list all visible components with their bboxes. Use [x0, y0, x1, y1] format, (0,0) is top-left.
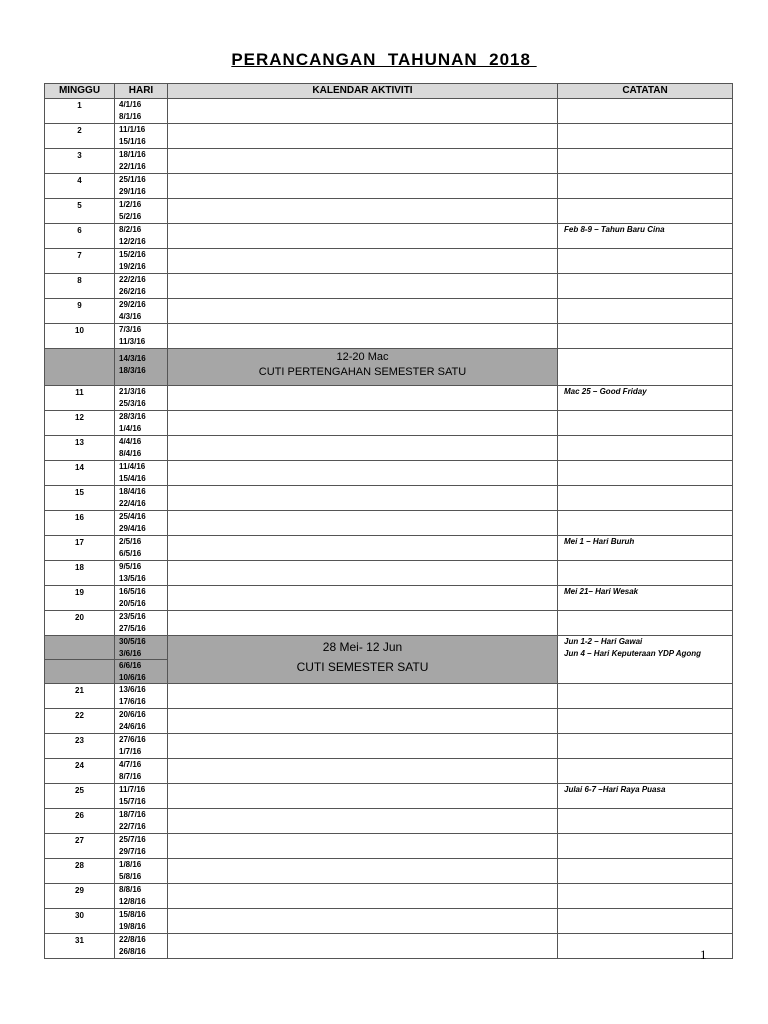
- activity-cell: [168, 909, 558, 934]
- weeks-group-a: [45, 99, 733, 349]
- note-cell: [558, 486, 733, 511]
- note-cell: [558, 586, 733, 611]
- activity-cell: [168, 411, 558, 436]
- table-row: [45, 149, 733, 174]
- break-end-date: 18/3/16: [119, 366, 146, 375]
- break-hari-cell: [115, 349, 168, 386]
- table-row: [45, 934, 733, 959]
- week-end-date: 29/7/16: [119, 847, 146, 856]
- week-end-date: 22/4/16: [119, 499, 146, 508]
- table-row: [45, 734, 733, 759]
- week-start-date: 11/1/16: [119, 125, 146, 134]
- week-number: 8: [45, 274, 115, 299]
- table-row: [45, 586, 733, 611]
- week-dates: [115, 274, 168, 299]
- week-end-date: 11/3/16: [119, 337, 146, 346]
- header-kalendar-aktiviti: KALENDAR AKTIVITI: [168, 84, 558, 99]
- week-dates: [115, 149, 168, 174]
- note-cell: [558, 684, 733, 709]
- note-cell: [558, 809, 733, 834]
- semester-break-a-start: 30/5/16: [119, 637, 146, 646]
- note-cell: [558, 561, 733, 586]
- note-cell: [558, 249, 733, 274]
- note-cell: [558, 884, 733, 909]
- week-number: 15: [45, 486, 115, 511]
- note-cell: [558, 859, 733, 884]
- table-row: [45, 324, 733, 349]
- week-number: 21: [45, 684, 115, 709]
- week-dates: [115, 859, 168, 884]
- week-start-date: 8/8/16: [119, 885, 142, 894]
- week-end-date: 5/8/16: [119, 872, 142, 881]
- week-number: 11: [45, 386, 115, 411]
- week-start-date: 25/4/16: [119, 512, 146, 521]
- week-start-date: 15/8/16: [119, 910, 146, 919]
- table-row: [45, 684, 733, 709]
- note-cell: [558, 149, 733, 174]
- semester-break-week-a: [115, 636, 167, 660]
- week-dates: [115, 834, 168, 859]
- week-end-date: 13/5/16: [119, 574, 146, 583]
- table-row: [45, 249, 733, 274]
- activity-cell: [168, 859, 558, 884]
- week-end-date: 17/6/16: [119, 697, 146, 706]
- week-number: 23: [45, 734, 115, 759]
- activity-cell: [168, 436, 558, 461]
- note-text: Feb 8-9 – Tahun Baru Cina: [564, 225, 665, 234]
- week-number: 4: [45, 174, 115, 199]
- week-end-date: 8/7/16: [119, 772, 142, 781]
- week-start-date: 23/5/16: [119, 612, 146, 621]
- header-catatan: CATATAN: [558, 84, 733, 99]
- note-cell: [558, 461, 733, 486]
- table-row: [45, 759, 733, 784]
- table-row: [45, 386, 733, 411]
- week-end-date: 27/5/16: [119, 624, 146, 633]
- week-dates: [115, 709, 168, 734]
- week-dates: [115, 809, 168, 834]
- week-dates: [115, 124, 168, 149]
- activity-cell: [168, 934, 558, 959]
- week-dates: [115, 99, 168, 124]
- semester-break-title: CUTI SEMESTER SATU: [296, 660, 429, 674]
- break-row: [45, 349, 733, 386]
- page-title: [0, 50, 768, 70]
- week-dates: [115, 174, 168, 199]
- activity-cell: [168, 486, 558, 511]
- table-row: [45, 909, 733, 934]
- weeks-group-b: [45, 386, 733, 636]
- week-number: 9: [45, 299, 115, 324]
- semester-break-b-start: 6/6/16: [119, 661, 142, 670]
- week-dates: [115, 759, 168, 784]
- week-start-date: 28/3/16: [119, 412, 146, 421]
- note-text: Mei 21– Hari Wesak: [564, 587, 639, 596]
- week-end-date: 15/7/16: [119, 797, 146, 806]
- table-row: [45, 784, 733, 809]
- note-cell: [558, 909, 733, 934]
- activity-cell: [168, 784, 558, 809]
- week-number: 27: [45, 834, 115, 859]
- week-end-date: 29/4/16: [119, 524, 146, 533]
- week-dates: [115, 934, 168, 959]
- week-end-date: 12/8/16: [119, 897, 146, 906]
- table-row: [45, 224, 733, 249]
- break-activity-cell: [168, 349, 558, 386]
- activity-cell: [168, 174, 558, 199]
- table-row: [45, 124, 733, 149]
- mid-semester-break: [45, 349, 733, 386]
- table-header-row: [45, 84, 733, 99]
- note-cell: [558, 124, 733, 149]
- semester-break-date-range: 28 Mei- 12 Jun: [322, 640, 403, 654]
- table-row: [45, 511, 733, 536]
- week-end-date: 15/1/16: [119, 137, 146, 146]
- week-start-date: 7/3/16: [119, 325, 142, 334]
- week-start-date: 16/5/16: [119, 587, 146, 596]
- note-cell: [558, 611, 733, 636]
- week-start-date: 18/4/16: [119, 487, 146, 496]
- note-cell: [558, 99, 733, 124]
- week-dates: [115, 884, 168, 909]
- table-row: [45, 299, 733, 324]
- week-dates: [115, 199, 168, 224]
- activity-cell: [168, 511, 558, 536]
- semester-break-minggu-bottom: [45, 660, 114, 683]
- week-end-date: 25/3/16: [119, 399, 146, 408]
- page-title-text: PERANCANGAN TAHUNAN 2018: [231, 50, 537, 69]
- note-cell: [558, 511, 733, 536]
- table-row: [45, 859, 733, 884]
- activity-cell: [168, 586, 558, 611]
- week-start-date: 11/4/16: [119, 462, 146, 471]
- activity-cell: [168, 299, 558, 324]
- week-start-date: 27/6/16: [119, 735, 146, 744]
- week-dates: [115, 536, 168, 561]
- table-row: [45, 436, 733, 461]
- week-end-date: 6/5/16: [119, 549, 142, 558]
- week-number: 12: [45, 411, 115, 436]
- week-end-date: 5/2/16: [119, 212, 142, 221]
- annual-plan-table: [44, 83, 733, 959]
- table-row: [45, 561, 733, 586]
- week-dates: [115, 436, 168, 461]
- week-number: 3: [45, 149, 115, 174]
- week-dates: [115, 561, 168, 586]
- note-text: Mac 25 – Good Friday: [564, 387, 647, 396]
- activity-cell: [168, 324, 558, 349]
- activity-cell: [168, 734, 558, 759]
- week-start-date: 18/7/16: [119, 810, 146, 819]
- activity-cell: [168, 536, 558, 561]
- table-row: [45, 411, 733, 436]
- week-dates: [115, 611, 168, 636]
- activity-cell: [168, 561, 558, 586]
- week-number: 22: [45, 709, 115, 734]
- semester-break-minggu-top: [45, 636, 114, 660]
- note-cell: [558, 759, 733, 784]
- week-dates: [115, 486, 168, 511]
- week-number: 24: [45, 759, 115, 784]
- week-start-date: 4/1/16: [119, 100, 142, 109]
- week-number: 26: [45, 809, 115, 834]
- table-row: [45, 461, 733, 486]
- week-number: 2: [45, 124, 115, 149]
- week-dates: [115, 386, 168, 411]
- note-cell: [558, 299, 733, 324]
- semester-break: [45, 636, 733, 684]
- table-row: [45, 611, 733, 636]
- week-start-date: 11/7/16: [119, 785, 146, 794]
- week-end-date: 4/3/16: [119, 312, 142, 321]
- week-dates: [115, 411, 168, 436]
- week-end-date: 22/1/16: [119, 162, 146, 171]
- semester-break-minggu-cell: [45, 636, 115, 684]
- week-start-date: 25/1/16: [119, 175, 146, 184]
- table-row: [45, 274, 733, 299]
- week-end-date: 12/2/16: [119, 237, 146, 246]
- table-row: [45, 709, 733, 734]
- activity-cell: [168, 199, 558, 224]
- break-note-cell: [558, 349, 733, 386]
- week-number: 13: [45, 436, 115, 461]
- week-dates: [115, 684, 168, 709]
- week-dates: [115, 461, 168, 486]
- note-cell: [558, 834, 733, 859]
- activity-cell: [168, 809, 558, 834]
- week-dates: [115, 324, 168, 349]
- activity-cell: [168, 461, 558, 486]
- note-cell: [558, 386, 733, 411]
- week-end-date: 22/7/16: [119, 822, 146, 831]
- header-minggu: MINGGU: [45, 84, 115, 99]
- week-end-date: 19/8/16: [119, 922, 146, 931]
- note-text: Julai 6-7 –Hari Raya Puasa: [564, 785, 666, 794]
- semester-break-b-end: 10/6/16: [119, 673, 146, 682]
- note-cell: [558, 199, 733, 224]
- note-cell: [558, 734, 733, 759]
- week-start-date: 1/8/16: [119, 860, 142, 869]
- week-start-date: 8/2/16: [119, 225, 142, 234]
- weeks-group-c: [45, 684, 733, 959]
- note-cell: [558, 324, 733, 349]
- semester-break-row: [45, 636, 733, 684]
- table-row: [45, 174, 733, 199]
- week-end-date: 15/4/16: [119, 474, 146, 483]
- semester-break-note-cell: [558, 636, 733, 684]
- week-number: 19: [45, 586, 115, 611]
- week-number: 1: [45, 99, 115, 124]
- week-number: 5: [45, 199, 115, 224]
- week-start-date: 2/5/16: [119, 537, 142, 546]
- week-number: 20: [45, 611, 115, 636]
- semester-break-a-end: 3/6/16: [119, 649, 142, 658]
- note-hari-gawai: Jun 1-2 – Hari Gawai: [564, 637, 643, 646]
- header-hari: HARI: [115, 84, 168, 99]
- week-end-date: 29/1/16: [119, 187, 146, 196]
- week-start-date: 9/5/16: [119, 562, 142, 571]
- activity-cell: [168, 611, 558, 636]
- table-row: [45, 536, 733, 561]
- note-cell: [558, 536, 733, 561]
- week-number: 18: [45, 561, 115, 586]
- week-end-date: 26/2/16: [119, 287, 146, 296]
- semester-break-hari-cell: [115, 636, 168, 684]
- table-row: [45, 486, 733, 511]
- week-start-date: 4/4/16: [119, 437, 142, 446]
- week-start-date: 15/2/16: [119, 250, 146, 259]
- week-start-date: 25/7/16: [119, 835, 146, 844]
- week-start-date: 29/2/16: [119, 300, 146, 309]
- note-cell: [558, 274, 733, 299]
- week-number: 25: [45, 784, 115, 809]
- activity-cell: [168, 684, 558, 709]
- week-start-date: 21/3/16: [119, 387, 146, 396]
- table-row: [45, 199, 733, 224]
- week-dates: [115, 586, 168, 611]
- week-end-date: 20/5/16: [119, 599, 146, 608]
- activity-cell: [168, 386, 558, 411]
- week-end-date: 8/4/16: [119, 449, 142, 458]
- week-start-date: 13/6/16: [119, 685, 146, 694]
- week-number: 7: [45, 249, 115, 274]
- activity-cell: [168, 274, 558, 299]
- semester-break-week-b: [115, 660, 167, 683]
- note-cell: [558, 224, 733, 249]
- week-number: 31: [45, 934, 115, 959]
- week-dates: [115, 511, 168, 536]
- note-cell: [558, 174, 733, 199]
- note-cell: [558, 411, 733, 436]
- week-number: 28: [45, 859, 115, 884]
- week-number: 14: [45, 461, 115, 486]
- week-number: 10: [45, 324, 115, 349]
- week-number: 30: [45, 909, 115, 934]
- break-date-range: 12-20 Mac: [336, 351, 389, 363]
- week-dates: [115, 909, 168, 934]
- table-row: [45, 834, 733, 859]
- table-row: [45, 884, 733, 909]
- week-end-date: 8/1/16: [119, 112, 142, 121]
- semester-break-activity-cell: [168, 636, 558, 684]
- break-minggu-cell: [45, 349, 115, 386]
- break-title: CUTI PERTENGAHAN SEMESTER SATU: [258, 366, 467, 378]
- note-cell: [558, 784, 733, 809]
- note-hari-keputeraan: Jun 4 – Hari Keputeraan YDP Agong: [564, 649, 702, 658]
- activity-cell: [168, 759, 558, 784]
- activity-cell: [168, 124, 558, 149]
- table-row: [45, 99, 733, 124]
- week-end-date: 26/8/16: [119, 947, 146, 956]
- week-start-date: 1/2/16: [119, 200, 142, 209]
- week-start-date: 18/1/16: [119, 150, 146, 159]
- week-end-date: 1/7/16: [119, 747, 142, 756]
- week-dates: [115, 734, 168, 759]
- activity-cell: [168, 149, 558, 174]
- activity-cell: [168, 99, 558, 124]
- week-dates: [115, 249, 168, 274]
- week-start-date: 20/6/16: [119, 710, 146, 719]
- week-end-date: 19/2/16: [119, 262, 146, 271]
- week-start-date: 22/2/16: [119, 275, 146, 284]
- activity-cell: [168, 884, 558, 909]
- page-number: 1: [700, 947, 707, 962]
- week-dates: [115, 784, 168, 809]
- table-row: [45, 809, 733, 834]
- note-cell: [558, 436, 733, 461]
- week-start-date: 22/8/16: [119, 935, 146, 944]
- week-end-date: 1/4/16: [119, 424, 142, 433]
- break-start-date: 14/3/16: [119, 354, 146, 363]
- week-dates: [115, 299, 168, 324]
- week-number: 17: [45, 536, 115, 561]
- activity-cell: [168, 834, 558, 859]
- note-cell: [558, 709, 733, 734]
- week-end-date: 24/6/16: [119, 722, 146, 731]
- week-number: 6: [45, 224, 115, 249]
- week-dates: [115, 224, 168, 249]
- activity-cell: [168, 249, 558, 274]
- activity-cell: [168, 224, 558, 249]
- week-number: 29: [45, 884, 115, 909]
- note-text: Mei 1 – Hari Buruh: [564, 537, 635, 546]
- activity-cell: [168, 709, 558, 734]
- week-start-date: 4/7/16: [119, 760, 142, 769]
- week-number: 16: [45, 511, 115, 536]
